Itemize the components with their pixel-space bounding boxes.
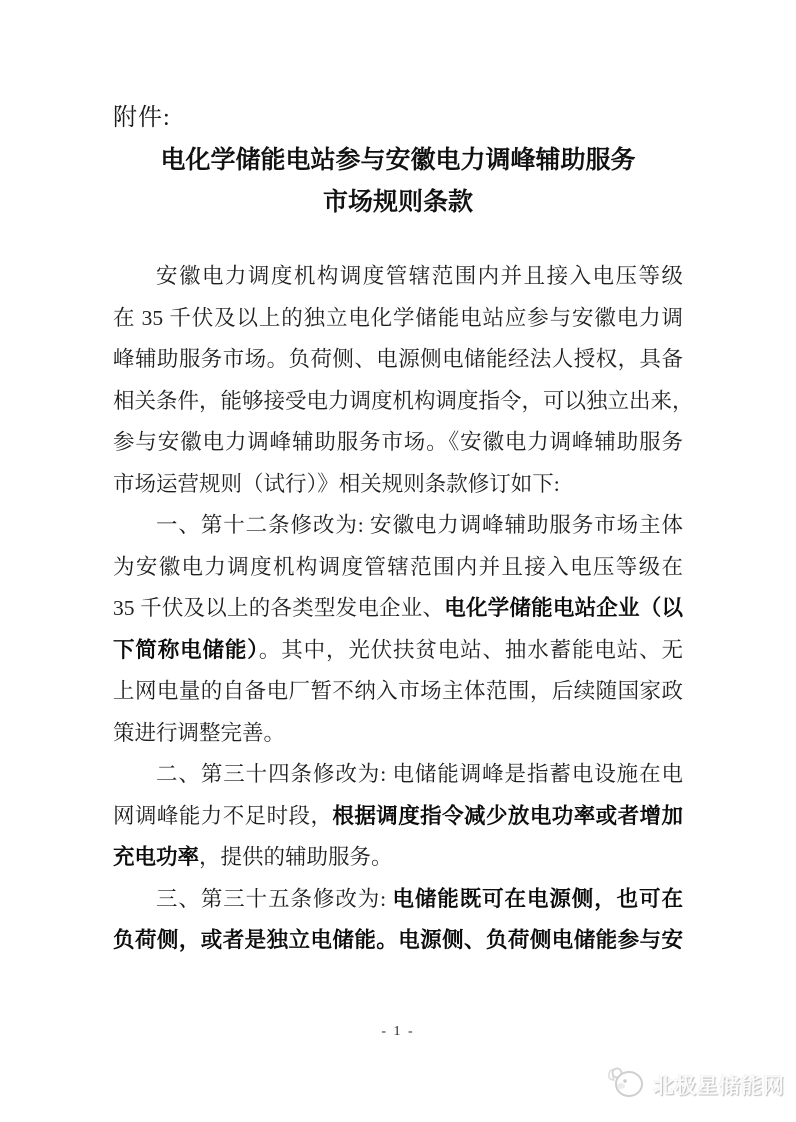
body-line [113,298,683,340]
body-line [113,422,683,464]
body-line [113,505,683,547]
document-body [113,256,694,962]
body-run: 一、第十二条修改为: 安徽电力调峰辅助服务市场主体 [156,513,683,537]
body-run: 在 35 千伏及以上的独立电化学储能电站应参与安徽电力调 [113,305,683,330]
body-line [113,796,683,838]
body-run: 相关条件，能够接受电力调度机构调度指令，可以独立出来， [113,388,694,413]
body-line [113,754,683,796]
body-run: 市场运营规则（试行）》相关规则条款修订如下: [113,471,560,496]
document-title [113,140,683,224]
body-line [113,339,683,381]
body-run-bold: 充电功率 [113,845,200,869]
watermark-text: 北极星储能网 [653,1074,785,1098]
page-number: - 1 - [381,1024,415,1039]
body-run: 峰辅助服务市场。负荷侧、电源侧电储能经法人授权，具备 [113,347,683,371]
body-line [113,630,683,672]
body-line [113,588,683,630]
body-line [113,464,683,506]
watermark [606,1064,785,1105]
body-line [113,837,683,879]
body-run: 三、第三十五条修改为: [156,886,393,911]
document-title-line-2: 市场规则条款 [322,189,473,216]
body-run-bold: 电储能既可在电源侧，也可在 [392,886,683,911]
body-line [113,713,683,755]
body-run: 参与安徽电力调峰辅助服务市场。《安徽电力调峰辅助服务 [113,430,683,454]
body-line [113,920,683,962]
body-line [113,256,683,298]
body-run: 上网电量的自备电厂暂不纳入市场主体范围，后续随国家政 [113,679,683,703]
body-run: 35 千伏及以上的各类型发电企业、 [113,596,445,620]
body-run-bold: 负荷侧，或者是独立电储能。电源侧、负荷侧电储能参与安 [113,928,683,952]
body-line [113,381,694,423]
body-run: ，提供的辅助服务。 [199,845,393,869]
body-run-bold: 下简称电储能） [113,637,259,662]
body-line [113,879,683,921]
document-title-line-1: 电化学储能电站参与安徽电力调峰辅助服务 [160,147,636,174]
body-line [113,547,683,589]
body-run: 二、第三十四条修改为: 电储能调峰是指蓄电设施在电 [156,762,683,786]
body-run-bold: 根据调度指令减少放电功率或者增加 [332,803,683,828]
body-run: 。其中，光伏扶贫电站、抽水蓄能电站、无 [258,637,683,662]
body-run: 安徽电力调度机构调度管辖范围内并且接入电压等级 [156,264,683,288]
polar-bear-logo-icon [606,1064,648,1105]
body-run: 为安徽电力调度机构调度管辖范围内并且接入电压等级在 [113,554,683,579]
body-run: 策进行调整完善。 [113,720,286,745]
body-run-bold: 电化学储能电站企业（以 [444,596,683,620]
attachment-label: 附件: [113,105,171,131]
body-line [113,671,683,713]
body-run: 网调峰能力不足时段， [113,803,333,828]
